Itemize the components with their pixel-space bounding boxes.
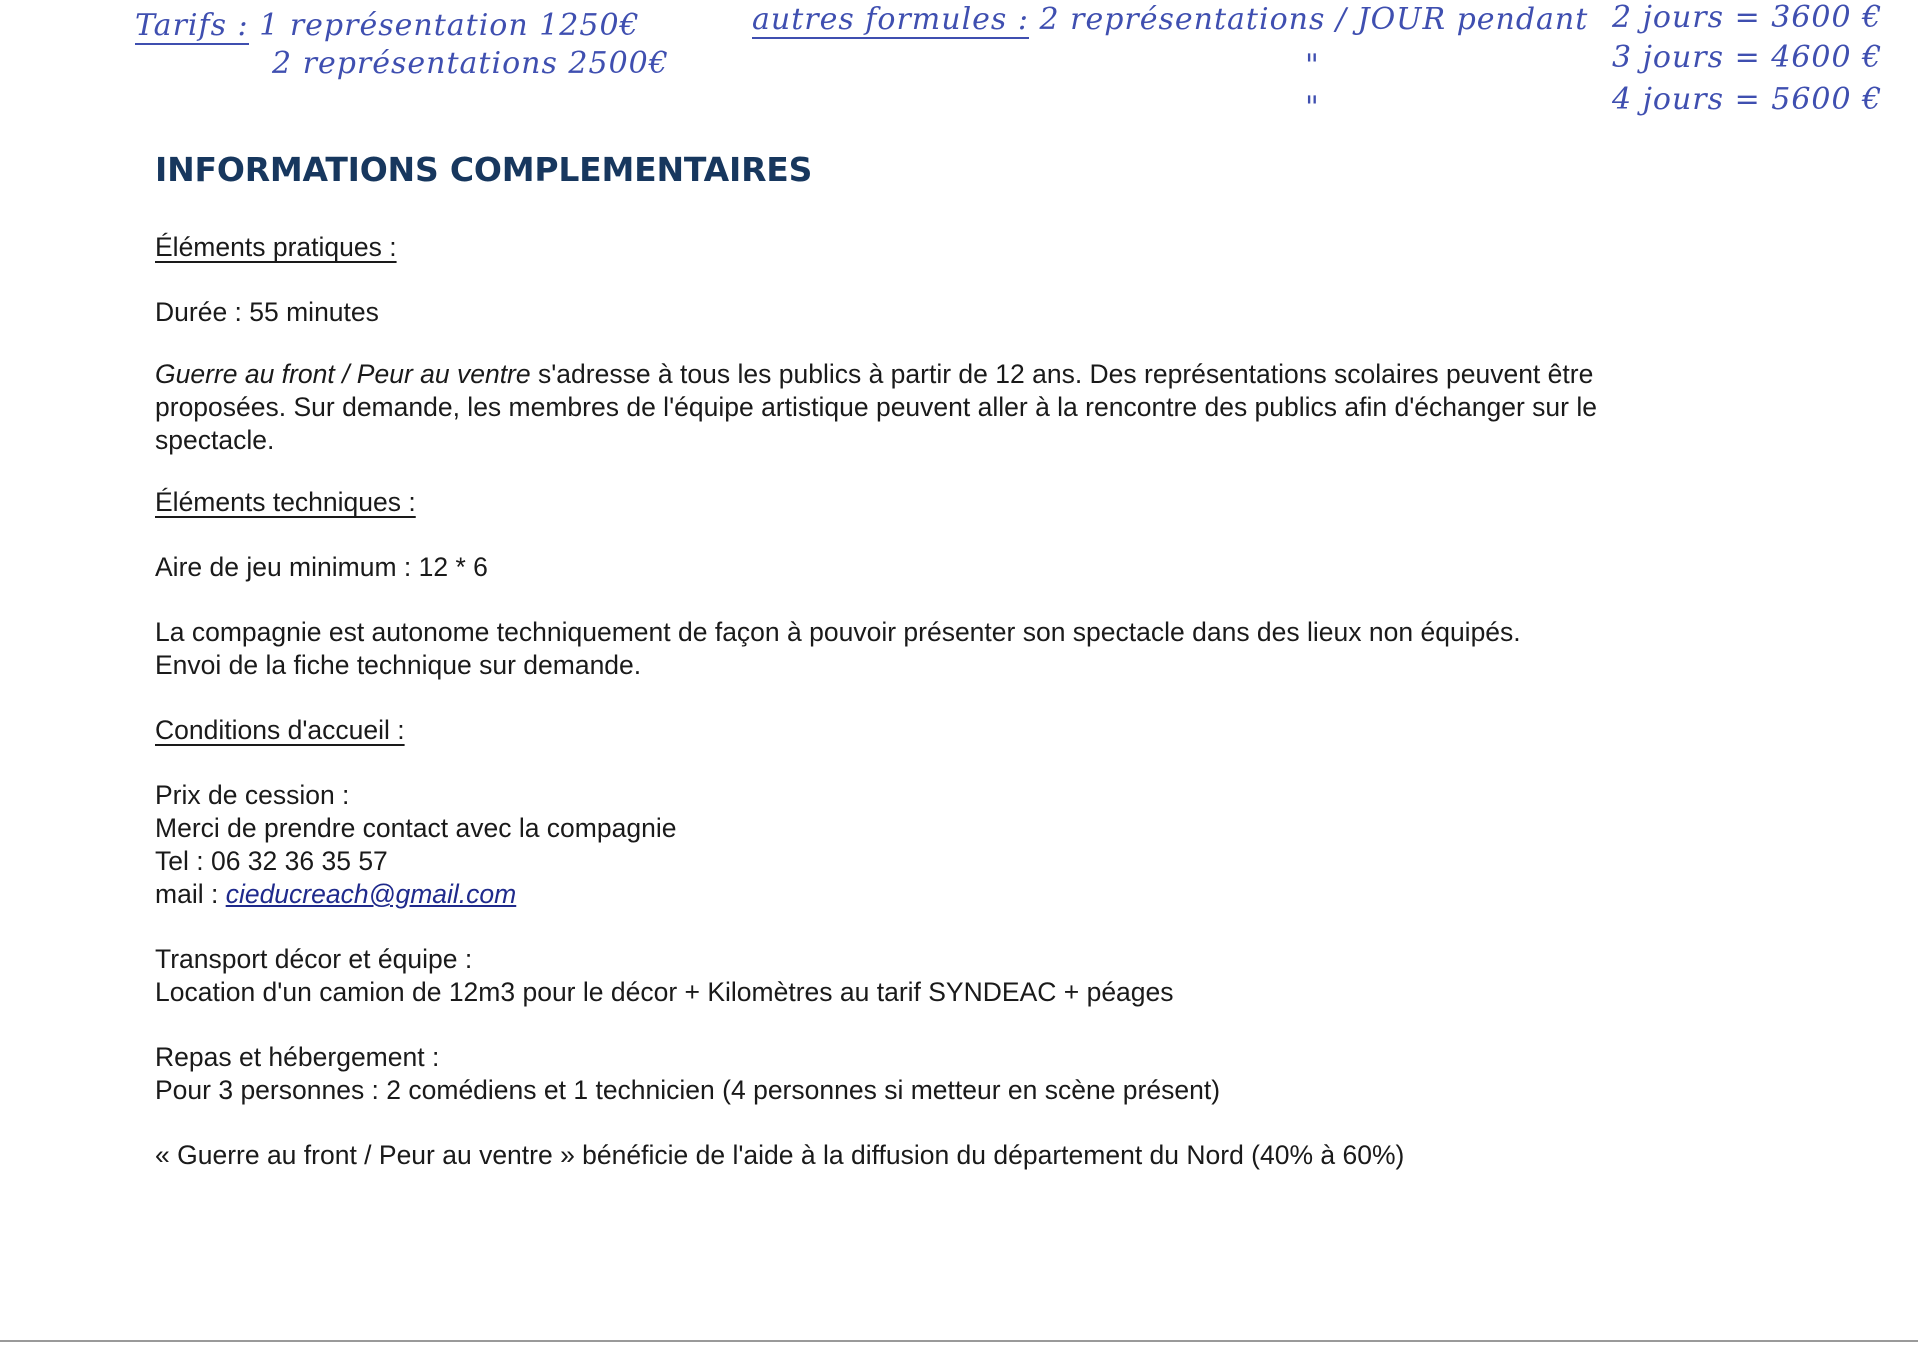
section-heading-accueil: Conditions d'accueil : — [155, 715, 405, 745]
autonome-line-2: Envoi de la fiche technique sur demande. — [155, 650, 642, 680]
tel-text: Tel : 06 32 36 35 57 — [155, 846, 388, 876]
prix-label: Prix de cession : — [155, 780, 350, 810]
handwritten-tarif-line1: 1 représentation 1250€ — [259, 8, 640, 43]
handwritten-ditto-2: " — [1305, 90, 1320, 125]
handwritten-option-2: 3 jours = 4600 € — [1612, 40, 1883, 75]
handwritten-option-3: 4 jours = 5600 € — [1612, 82, 1883, 117]
section-heading-techniques: Éléments techniques : — [155, 487, 416, 517]
handwritten-tarifs — [135, 8, 640, 43]
handwritten-option-1: 2 jours = 3600 € — [1612, 0, 1883, 35]
publics-line-2: proposées. Sur demande, les membres de l'équipe artistique peuvent aller à la rencontre des publics afin d'échanger sur le — [155, 392, 1597, 422]
mail-label: mail : — [155, 879, 226, 909]
page-title: INFORMATIONS COMPLEMENTAIRES — [155, 150, 813, 189]
repas-label: Repas et hébergement : — [155, 1042, 440, 1072]
mail-line — [155, 878, 1735, 911]
repas-text: Pour 3 personnes : 2 comédiens et 1 technicien (4 personnes si metteur en scène présent) — [155, 1075, 1221, 1105]
handwritten-formules — [752, 2, 1588, 37]
section-heading-pratiques: Éléments pratiques : — [155, 232, 397, 262]
handwritten-tarifs-label: Tarifs : — [135, 8, 249, 43]
document-body — [155, 150, 1735, 1172]
email-link[interactable]: cieducreach@gmail.com — [225, 879, 517, 909]
show-title: Guerre au front / Peur au ventre — [155, 359, 531, 389]
handwritten-formules-label: autres formules : — [752, 2, 1029, 37]
handwritten-formules-text: 2 représentations / JOUR pendant — [1039, 2, 1589, 37]
publics-line-3: spectacle. — [155, 425, 275, 455]
aide-text: « Guerre au front / Peur au ventre » bénéficie de l'aide à la diffusion du département du Nord (40% à 60%) — [155, 1140, 1405, 1170]
publics-paragraph — [155, 358, 1735, 391]
bottom-rule — [0, 1340, 1918, 1342]
handwritten-ditto-1: " — [1305, 48, 1320, 83]
prix-contact: Merci de prendre contact avec la compagnie — [155, 813, 677, 843]
publics-line-1: s'adresse à tous les publics à partir de 12 ans. Des représentations scolaires peuvent être — [530, 359, 1594, 389]
duree-text: Durée : 55 minutes — [155, 297, 379, 327]
transport-text: Location d'un camion de 12m3 pour le décor + Kilomètres au tarif SYNDEAC + péages — [155, 977, 1174, 1007]
transport-label: Transport décor et équipe : — [155, 944, 473, 974]
handwritten-tarif-line2: 2 représentations 2500€ — [272, 46, 669, 81]
aire-text: Aire de jeu minimum : 12 * 6 — [155, 552, 488, 582]
autonome-line-1: La compagnie est autonome techniquement de façon à pouvoir présenter son spectacle dans des lieux non équipés. — [155, 617, 1521, 647]
